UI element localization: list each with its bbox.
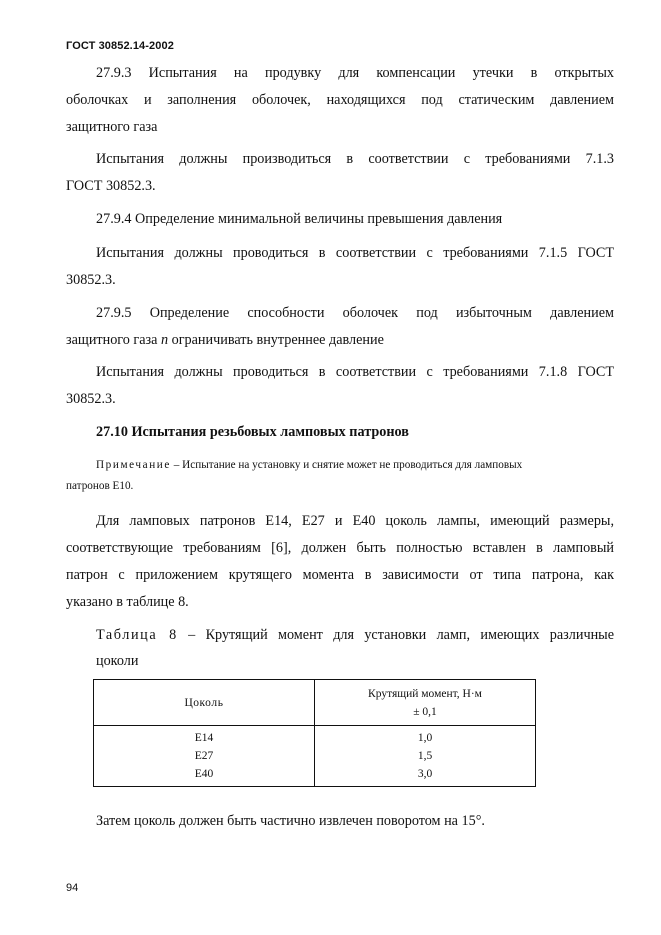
section-heading-27-10: 27.10 Испытания резьбовых ламповых патронов xyxy=(96,424,409,440)
paragraph-line: 30852.3. xyxy=(66,391,116,407)
paragraph-line: Испытания должны проводиться в соответствии с требованиями 7.1.5 ГОСТ xyxy=(96,245,614,261)
table-header-row xyxy=(94,680,536,726)
caption-line: цоколи xyxy=(96,653,139,669)
paragraph-line: ГОСТ 30852.3. xyxy=(66,178,156,194)
paragraph-line: оболочках и заполнения оболочек, находящихся под статическим давлением xyxy=(66,92,614,108)
paragraph-line: 27.9.4 Определение минимальной величины превышения давления xyxy=(96,211,503,227)
paragraph-line: Для ламповых патронов Е14, Е27 и Е40 цоколь лампы, имеющий размеры, xyxy=(96,513,614,529)
caption-label: Таблица 8 xyxy=(96,627,178,643)
paragraph-line: Испытания должны производиться в соответствии с требованиями 7.1.3 xyxy=(96,151,614,167)
paragraph-line: Затем цоколь должен быть частично извлечен поворотом на 15°. xyxy=(96,813,485,829)
torque-table xyxy=(93,679,536,787)
paragraph-line: 27.9.5 Определение способности оболочек под избыточным давлением xyxy=(96,305,614,321)
base-column xyxy=(94,726,315,787)
paragraph-test-7-1-8 xyxy=(66,359,614,413)
paragraph-line: указано в таблице 8. xyxy=(66,594,189,610)
note-text: – Испытание на установку и снятие может не проводиться для ламповых xyxy=(170,459,523,471)
paragraph-line: соответствующие требованиям [6], должен быть полностью вставлен в ламповый xyxy=(66,540,614,556)
document-code-header: ГОСТ 30852.14-2002 xyxy=(66,40,174,52)
paragraph-line: 27.9.3 Испытания на продувку для компенсации утечки в открытых xyxy=(96,65,614,81)
italic-symbol: n xyxy=(160,332,169,348)
text-run: защитного газа xyxy=(66,332,161,348)
text-run: ограничивать внутреннее давление xyxy=(168,332,384,348)
note-label: Примечание xyxy=(96,459,171,471)
paragraph-line: 30852.3. xyxy=(66,272,116,288)
paragraph-27-9-5 xyxy=(66,300,614,354)
paragraph-test-7-1-5 xyxy=(66,240,614,294)
header-label: Крутящий момент, Н·м xyxy=(368,687,482,700)
header-label: Цоколь xyxy=(184,696,224,709)
caption-text: – Крутящий момент для установки ламп, имеющих различные xyxy=(177,627,615,643)
paragraph-27-9-4 xyxy=(66,206,614,233)
paragraph-line: патрон с приложением крутящего момента в зависимости от типа патрона, как xyxy=(66,567,614,583)
paragraph-test-7-1-3 xyxy=(66,146,614,200)
paragraph-27-9-3 xyxy=(66,60,614,141)
page-number: 94 xyxy=(66,882,79,894)
table-cell-base: Е40 xyxy=(194,768,214,780)
table-cell-torque: 3,0 xyxy=(417,768,433,780)
paragraph-line: Испытания должны проводиться в соответствии с требованиями 7.1.8 ГОСТ xyxy=(96,364,614,380)
table-cell-base: Е27 xyxy=(194,750,214,762)
note-line: патронов Е10. xyxy=(66,480,134,492)
table-cell-torque: 1,0 xyxy=(417,732,433,744)
table-cell-base: Е14 xyxy=(194,732,214,744)
table-cell-torque: 1,5 xyxy=(417,750,433,762)
table-body-row xyxy=(94,726,536,787)
paragraph-line xyxy=(66,327,614,354)
note-line xyxy=(66,455,614,476)
paragraph-rotation xyxy=(96,808,614,835)
table-caption xyxy=(96,622,614,674)
header-cell-torque xyxy=(315,680,536,726)
note-block xyxy=(66,455,614,497)
caption-line xyxy=(96,622,614,648)
paragraph-lamp-holders xyxy=(66,508,614,616)
header-tolerance: ± 0,1 xyxy=(413,705,437,718)
header-cell-base xyxy=(94,680,315,726)
torque-column xyxy=(315,726,536,787)
paragraph-line: защитного газа xyxy=(66,119,158,135)
